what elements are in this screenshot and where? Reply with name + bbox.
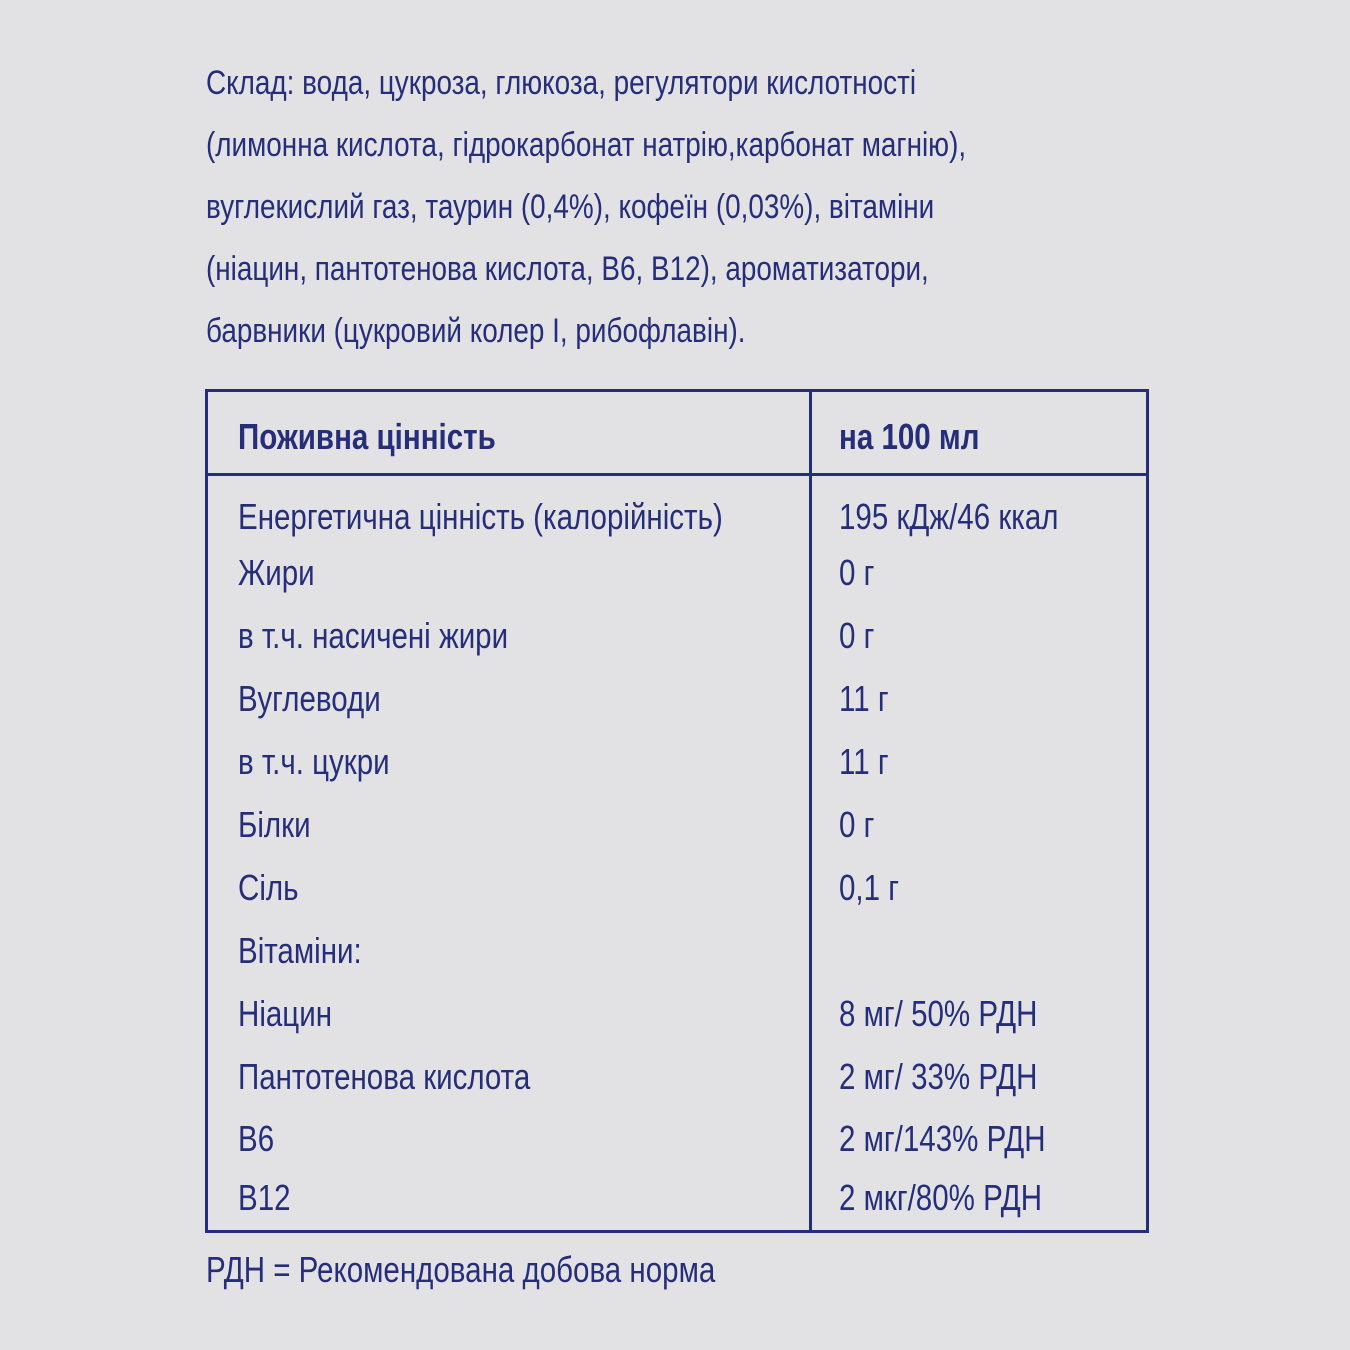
nutrient-value: 0 г	[839, 615, 875, 656]
nutrient-name: Ніацин	[238, 993, 333, 1034]
table-row	[208, 731, 1146, 793]
table-header-divider	[208, 473, 1146, 476]
ingredients-line: вуглекислий газ, таурин (0,4%), кофеїн (0,03%), вітаміни	[206, 188, 935, 226]
table-header-name: Поживна цінність	[238, 416, 496, 457]
table-row	[208, 1046, 1146, 1108]
table-row	[208, 605, 1146, 667]
nutrient-name: Вуглеводи	[238, 678, 381, 719]
nutrient-name: Пантотенова кислота	[238, 1056, 531, 1097]
table-row	[208, 983, 1146, 1045]
nutrient-name: Жири	[238, 552, 315, 593]
nutrient-name: в т.ч. насичені жири	[238, 615, 509, 656]
table-row	[208, 542, 1146, 604]
nutrient-value: 0 г	[839, 552, 875, 593]
nutrient-name: Білки	[238, 804, 311, 845]
nutrient-value: 2 мг/ 33% РДН	[839, 1056, 1038, 1097]
nutrient-name: в т.ч. цукри	[238, 741, 390, 782]
table-header-value: на 100 мл	[839, 416, 980, 457]
ingredients-line: (лимонна кислота, гідрокарбонат натрію,карбонат магнію),	[206, 126, 967, 164]
nutrient-value: 0 г	[839, 804, 875, 845]
ingredients-text	[206, 52, 1026, 362]
table-row	[208, 857, 1146, 919]
nutrient-name: Вітаміни:	[238, 930, 362, 971]
ingredients-line: Склад: вода, цукроза, глюкоза, регулятори кислотності	[206, 64, 917, 102]
nutrient-name: В6	[238, 1118, 275, 1159]
nutrient-value: 2 мкг/80% РДН	[839, 1177, 1043, 1218]
footnote: РДН = Рекомендована добова норма	[206, 1249, 716, 1290]
nutrient-name: Енергетична цінність (калорійність)	[238, 496, 723, 537]
nutrient-value: 195 кДж/46 ккал	[839, 496, 1059, 537]
table-row	[208, 1167, 1146, 1229]
table-row	[208, 920, 1146, 982]
table-row	[208, 1108, 1146, 1170]
nutrient-value: 11 г	[839, 741, 889, 782]
ingredients-line: барвники (цукровий колер І, рибофлавін).	[206, 312, 746, 350]
nutrient-name: В12	[238, 1177, 291, 1218]
table-row	[208, 668, 1146, 730]
table-row	[208, 486, 1146, 548]
nutrient-name: Сіль	[238, 867, 299, 908]
nutrition-table	[205, 389, 1149, 1233]
nutrient-value: 0,1 г	[839, 867, 900, 908]
nutrient-value: 2 мг/143% РДН	[839, 1118, 1046, 1159]
table-row	[208, 794, 1146, 856]
nutrient-value: 8 мг/ 50% РДН	[839, 993, 1038, 1034]
nutrient-value: 11 г	[839, 678, 889, 719]
ingredients-line: (ніацин, пантотенова кислота, В6, В12), ароматизатори,	[206, 250, 929, 288]
